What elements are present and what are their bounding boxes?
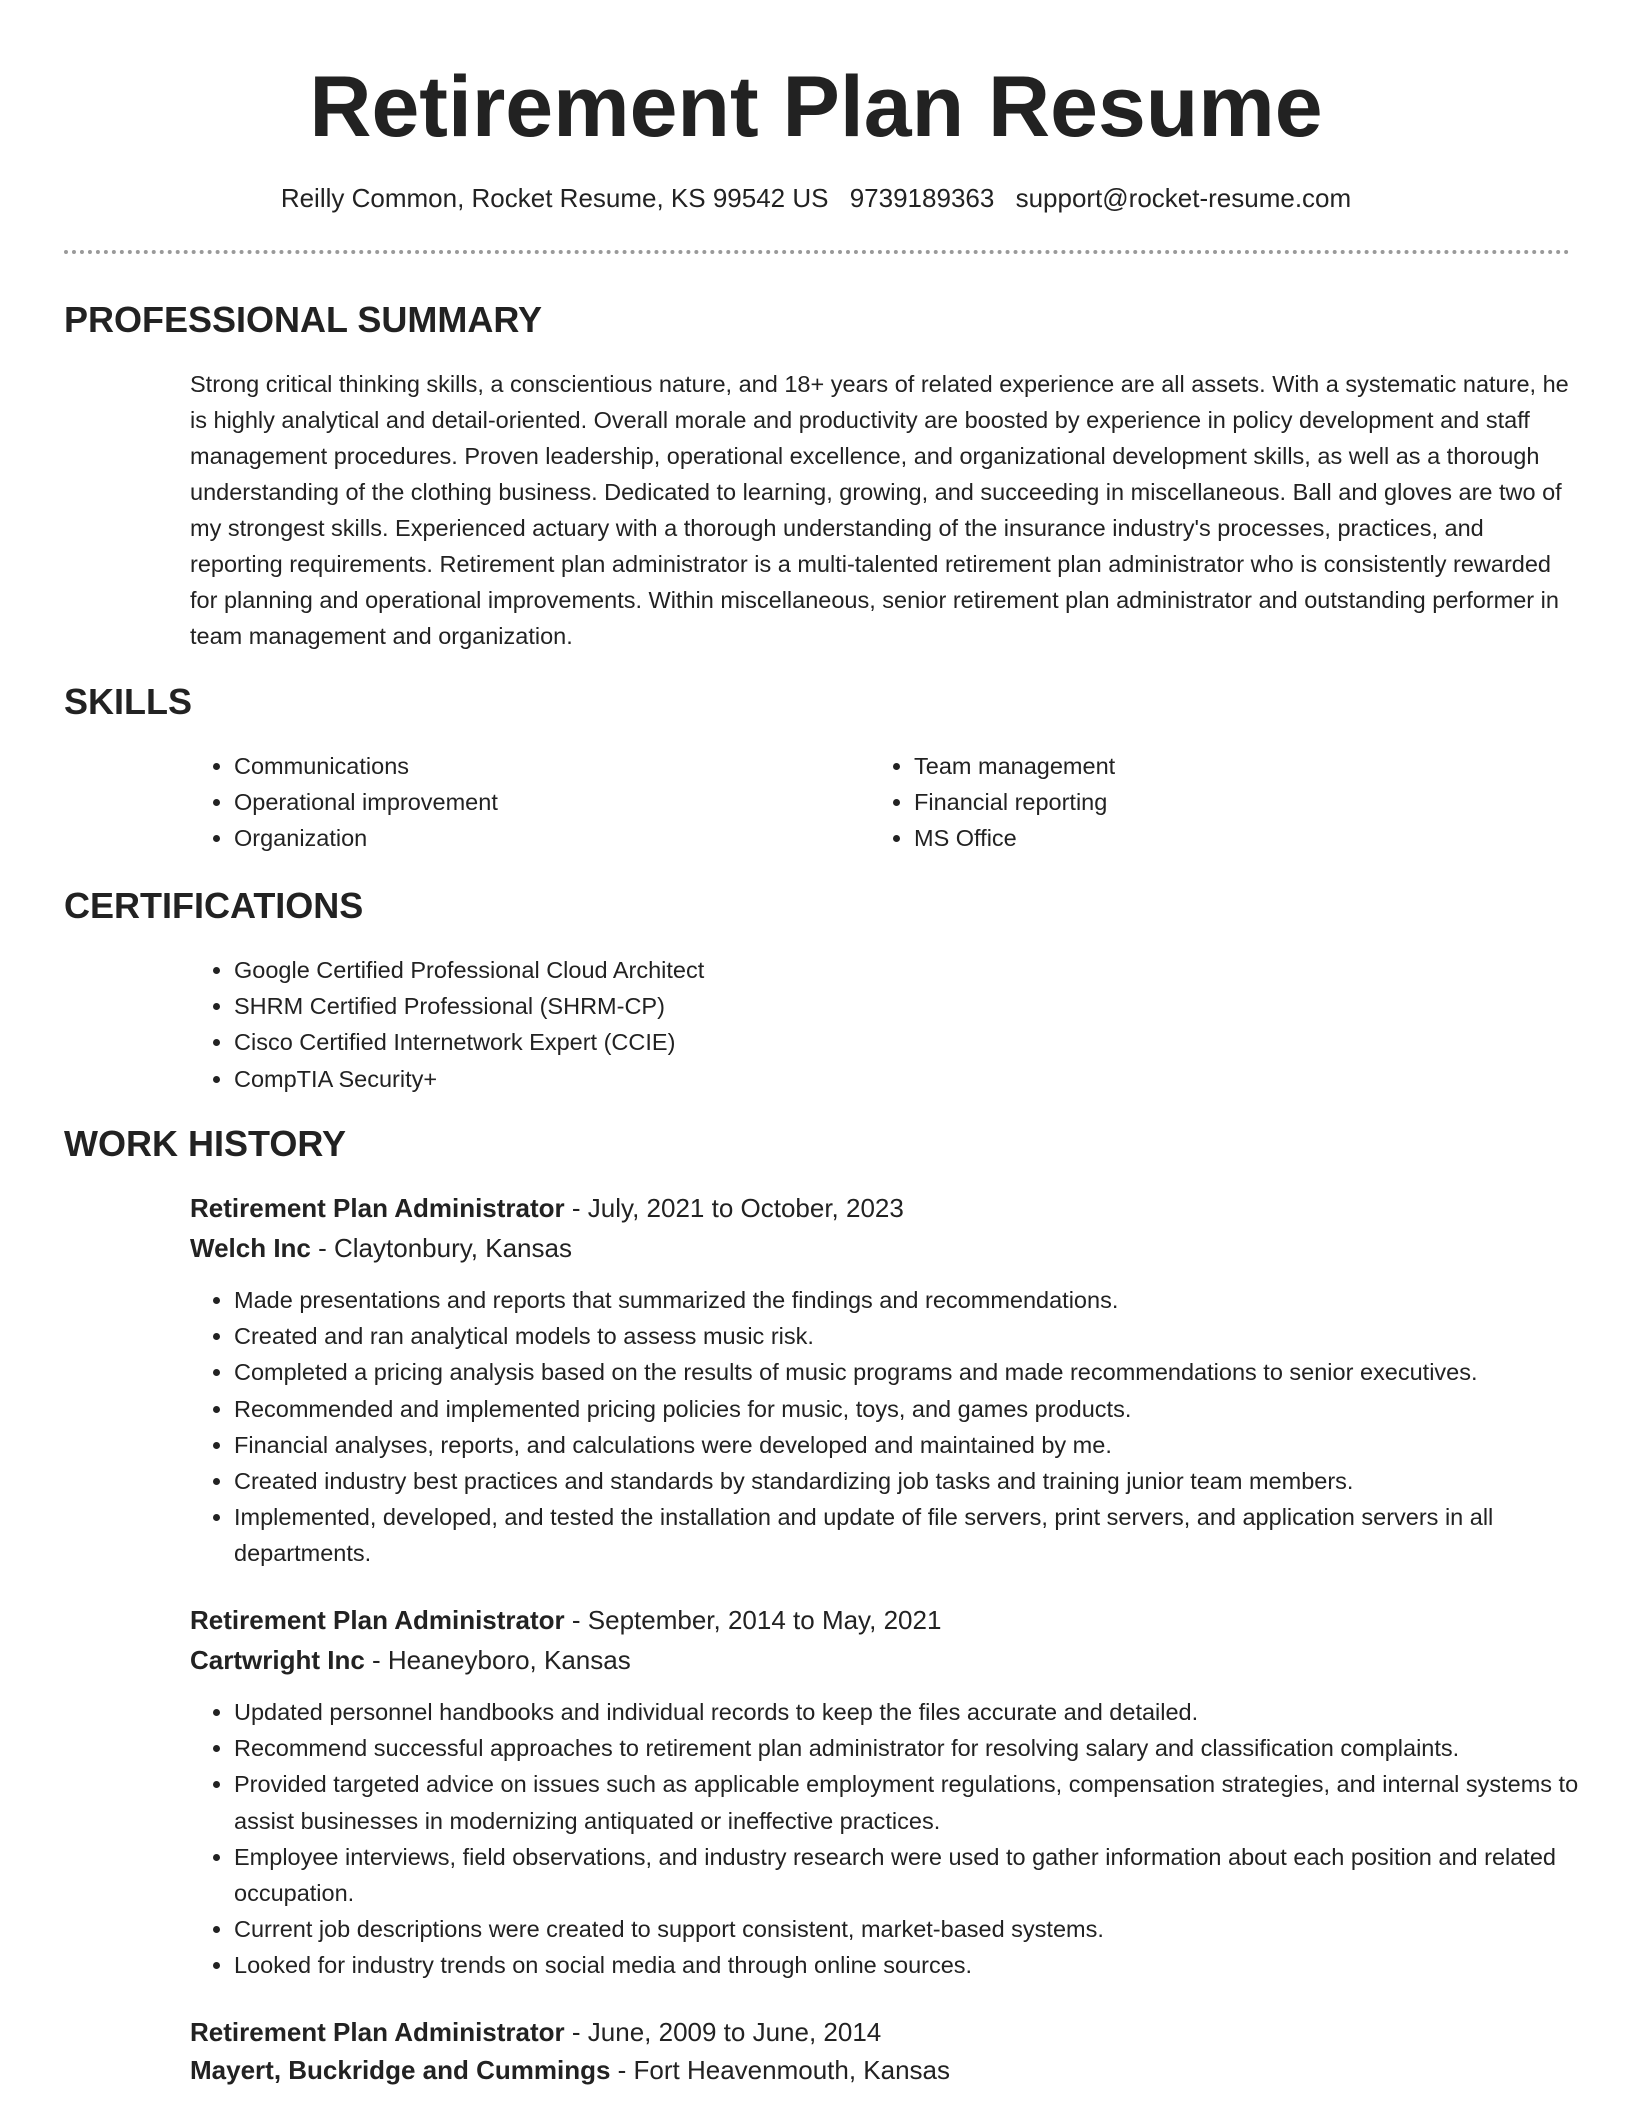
skill-item: • Communications (234, 748, 790, 784)
job-dates: - September, 2014 to May, 2021 (564, 1605, 942, 1635)
certification-item: • Google Certified Professional Cloud Architect (234, 952, 1570, 988)
skill-item: • Operational improvement (234, 784, 790, 820)
certification-item: • CompTIA Security+ (234, 1061, 1570, 1097)
resume-title: Retirement Plan Resume (309, 59, 1323, 155)
skill-item: • Team management (914, 748, 1470, 784)
header-divider (64, 250, 1570, 254)
job-duty-item: • Completed a pricing analysis based on the results of music programs and made recommendations to senior executives. (234, 1354, 1580, 1390)
certification-item: • Cisco Certified Internetwork Expert (CCIE) (234, 1024, 1570, 1060)
job-duties (190, 1282, 1580, 1572)
job-duty-item: • Created and ran analytical models to assess music risk. (234, 1318, 1580, 1354)
job-location: - Heaneyboro, Kansas (364, 1645, 631, 1675)
job-duty-item: • Employee interviews, field observations, and industry research were used to gather information about each position and related occupation. (234, 1839, 1580, 1911)
job-duty-item: • Recommended and implemented pricing policies for music, toys, and games products. (234, 1391, 1580, 1427)
job-dates: - July, 2021 to October, 2023 (564, 1193, 904, 1223)
job-location: - Fort Heavenmouth, Kansas (610, 2055, 951, 2085)
job-duties-list (190, 1282, 1580, 1572)
skills-column-right (870, 748, 1470, 857)
job-duty-item: • Looked for industry trends on social media and through online sources. (234, 1947, 1580, 1983)
job-title: Retirement Plan Administrator (190, 1193, 565, 1223)
job-company: Mayert, Buckridge and Cummings (190, 2055, 611, 2085)
job-company: Welch Inc (190, 1233, 311, 1263)
skill-item: • Financial reporting (914, 784, 1470, 820)
job-location: - Claytonbury, Kansas (310, 1233, 572, 1263)
job-dates: - June, 2009 to June, 2014 (564, 2017, 882, 2047)
job-duty-item: • Provided targeted advice on issues such as applicable employment regulations, compensation strategies, and internal systems to assist businesses in modernizing antiquated or ineffective practices. (234, 1766, 1580, 1838)
job-title: Retirement Plan Administrator (190, 1605, 565, 1635)
job-duty-item: • Made presentations and reports that summarized the findings and recommendations. (234, 1282, 1580, 1318)
contact-address: Reilly Common, Rocket Resume, KS 99542 US (280, 183, 829, 213)
summary-heading: PROFESSIONAL SUMMARY (64, 299, 543, 340)
skills-list-left (190, 748, 790, 857)
contact-email: support@rocket-resume.com (1015, 183, 1352, 213)
job-duty-item: • Current job descriptions were created to support consistent, market-based systems. (234, 1911, 1580, 1947)
certification-item: • SHRM Certified Professional (SHRM-CP) (234, 988, 1570, 1024)
job-company-line (190, 1640, 631, 1680)
summary-text: Strong critical thinking skills, a conscientious nature, and 18+ years of related experience are all assets. With a systematic nature, he is highly analytical and detail-oriented. Overall morale and productivity are boosted by experience in policy development and staff management procedures. Proven leadership, operational excellence, and organizational development skills, as well as a thorough understanding of the clothing business. Dedicated to learning, growing, and succeeding in miscellaneous. Ball and gloves are two of my strongest skills. Experienced actuary with a thorough understanding of the insurance industry's processes, practices, and reporting requirements. Retirement plan administrator is a multi-talented retirement plan administrator who is consistently rewarded for planning and operational improvements. Within miscellaneous, senior retirement plan administrator and outstanding performer in team management and organization. (190, 371, 1569, 649)
job-duty-item: • Created industry best practices and standards by standardizing job tasks and training junior team members. (234, 1463, 1580, 1499)
certifications-list (190, 952, 1570, 1097)
job-duties (190, 1694, 1580, 1984)
job-duty-item: • Recommend successful approaches to retirement plan administrator for resolving salary and classification complaints. (234, 1730, 1580, 1766)
skills-column-left (190, 748, 790, 857)
job-title-line (190, 1188, 904, 1228)
job-title-line (190, 1600, 941, 1640)
job-company: Cartwright Inc (190, 1645, 365, 1675)
contact-phone: 9739189363 (849, 183, 995, 213)
certifications-block (190, 952, 1570, 1097)
job-duty-item: • Updated personnel handbooks and individual records to keep the files accurate and detailed. (234, 1694, 1580, 1730)
job-title-line (190, 2012, 881, 2052)
job-title: Retirement Plan Administrator (190, 2017, 565, 2047)
job-duties-list (190, 1694, 1580, 1984)
skills-heading: SKILLS (64, 681, 193, 722)
job-duty-item: • Financial analyses, reports, and calculations were developed and maintained by me. (234, 1427, 1580, 1463)
certifications-heading: CERTIFICATIONS (64, 885, 364, 926)
skills-list-right (870, 748, 1470, 857)
job-company-line (190, 2050, 950, 2090)
job-duty-item: • Implemented, developed, and tested the installation and update of file servers, print servers, and application servers in all departments. (234, 1499, 1580, 1571)
contact-line (0, 180, 1632, 216)
work-history-heading: WORK HISTORY (64, 1123, 347, 1164)
job-company-line (190, 1228, 572, 1268)
skill-item: • Organization (234, 820, 790, 856)
skill-item: • MS Office (914, 820, 1470, 856)
